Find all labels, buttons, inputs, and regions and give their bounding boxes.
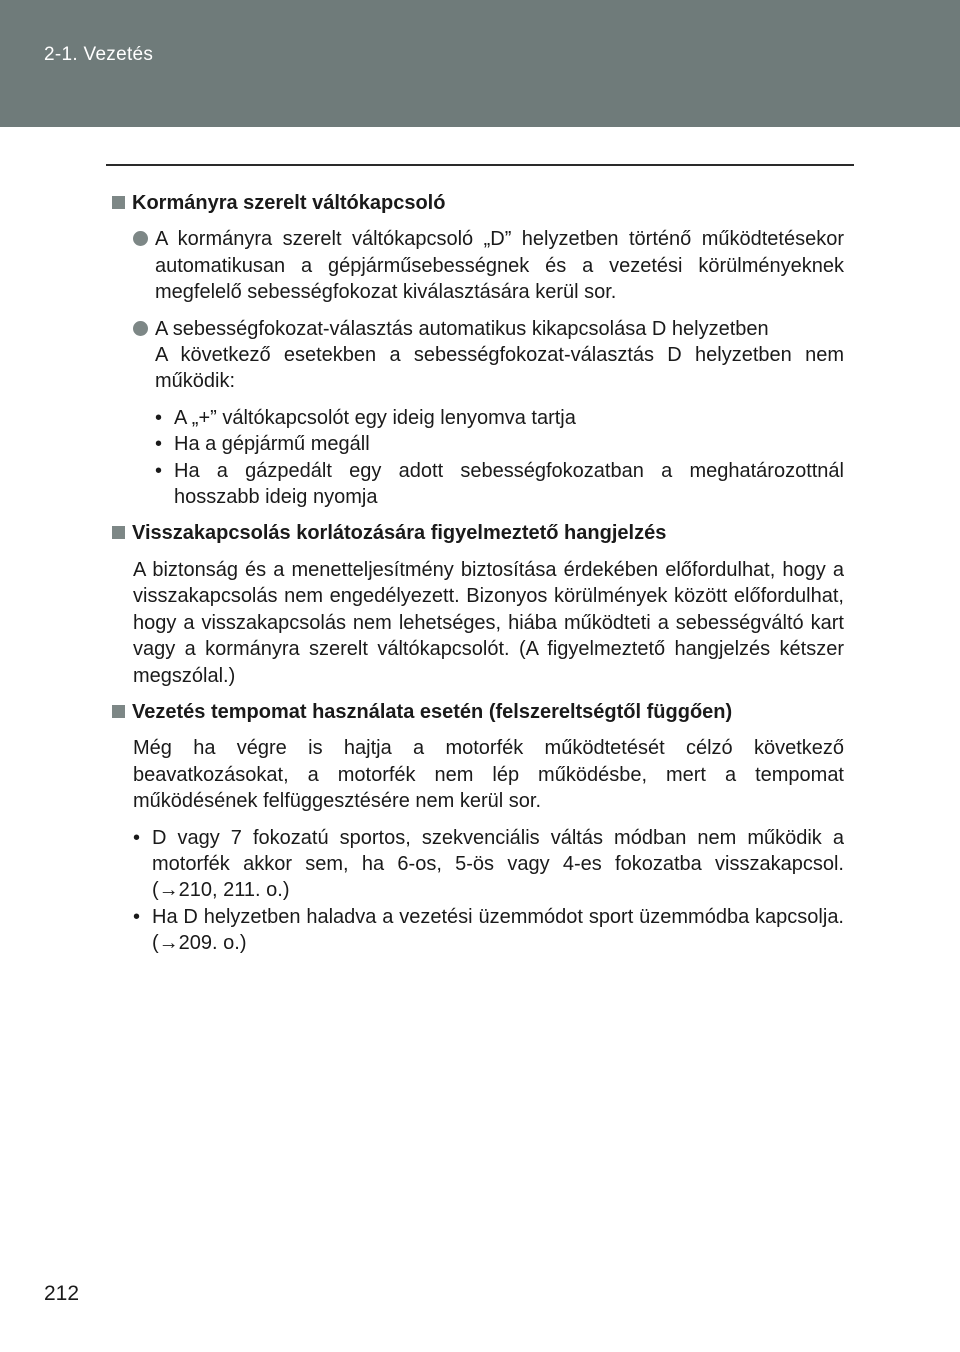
bullet-list	[112, 825, 844, 957]
list-item: • Ha a gázpedált egy adott sebességfokozatban a meghatározottnál hosszabb ideig nyomja	[155, 459, 844, 509]
paragraph: A biztonság és a menetteljesítmény biztosítása érdekében előfordulhat, hogy a visszakapcsolás nem engedélyezett. Bizonyos körülmények között előfordulhat, hogy a visszakapcsolás nem lehetséges, hiába működteti a sebességváltó kart vagy a kormányra szerelt váltókapcsolót. (A figyelmeztető hangjelzés kétszer megszólal.)	[133, 558, 844, 687]
circle-item	[112, 316, 844, 395]
section-heading-downshift-warning: Visszakapcsolás korlátozására figyelmeztető hangjelzés	[112, 520, 844, 546]
bullet-icon: •	[155, 459, 163, 482]
page-number: 212	[44, 1282, 80, 1305]
bullet-icon: •	[133, 826, 141, 849]
square-bullet-icon	[112, 196, 125, 209]
divider-rule	[106, 164, 854, 166]
section-heading-cruise-control: Vezetés tempomat használata esetén (felszereltségtől függően)	[112, 699, 844, 725]
list-item: • Ha D helyzetben haladva a vezetési üzemmódot sport üzemmódba kapcsolja. (→209. o.)	[133, 905, 844, 955]
bullet-icon: •	[155, 406, 163, 429]
list-item: • D vagy 7 fokozatú sportos, szekvenciális váltás módban nem működik a motorfék akkor sem, ha 6-os, 5-ös vagy 4-es fokozatba visszakapcsol. (→210, 211. o.)	[133, 826, 844, 902]
circle-bullet-icon	[133, 231, 148, 246]
list-item: • A „+” váltókapcsolót egy ideig lenyomva tartja	[155, 405, 844, 431]
paragraph: Még ha végre is hajtja a motorfék működtetését célzó következő beavatkozásokat, a motorfék nem lép működésbe, mert a tempomat működésének felfüggesztésére nem kerül sor.	[133, 737, 844, 813]
bullet-icon: •	[155, 433, 163, 456]
paragraph: A kormányra szerelt váltókapcsoló „D” helyzetben történő működtetésekor automatikusan a gépjárműsebességnek és a vezetési körülményeknek megfelelő sebességfokozat kiválasztására kerül sor.	[155, 228, 844, 304]
paragraph: A következő esetekben a sebességfokozat-választás D helyzetben nem működik:	[155, 344, 844, 393]
chapter-title: 2-1. Vezetés	[44, 44, 154, 65]
bullet-icon: •	[133, 905, 141, 928]
page-content	[112, 190, 844, 967]
circle-bullet-icon	[133, 321, 148, 336]
bullet-list	[112, 405, 844, 511]
section-heading-steering-switch: Kormányra szerelt váltókapcsoló	[112, 190, 844, 216]
square-bullet-icon	[112, 705, 125, 718]
square-bullet-icon	[112, 526, 125, 539]
circle-item	[112, 226, 844, 305]
page-header	[0, 0, 960, 127]
paragraph: A sebességfokozat-választás automatikus kikapcsolása D helyzetben	[155, 317, 769, 340]
list-item: • Ha a gépjármű megáll	[155, 431, 844, 457]
